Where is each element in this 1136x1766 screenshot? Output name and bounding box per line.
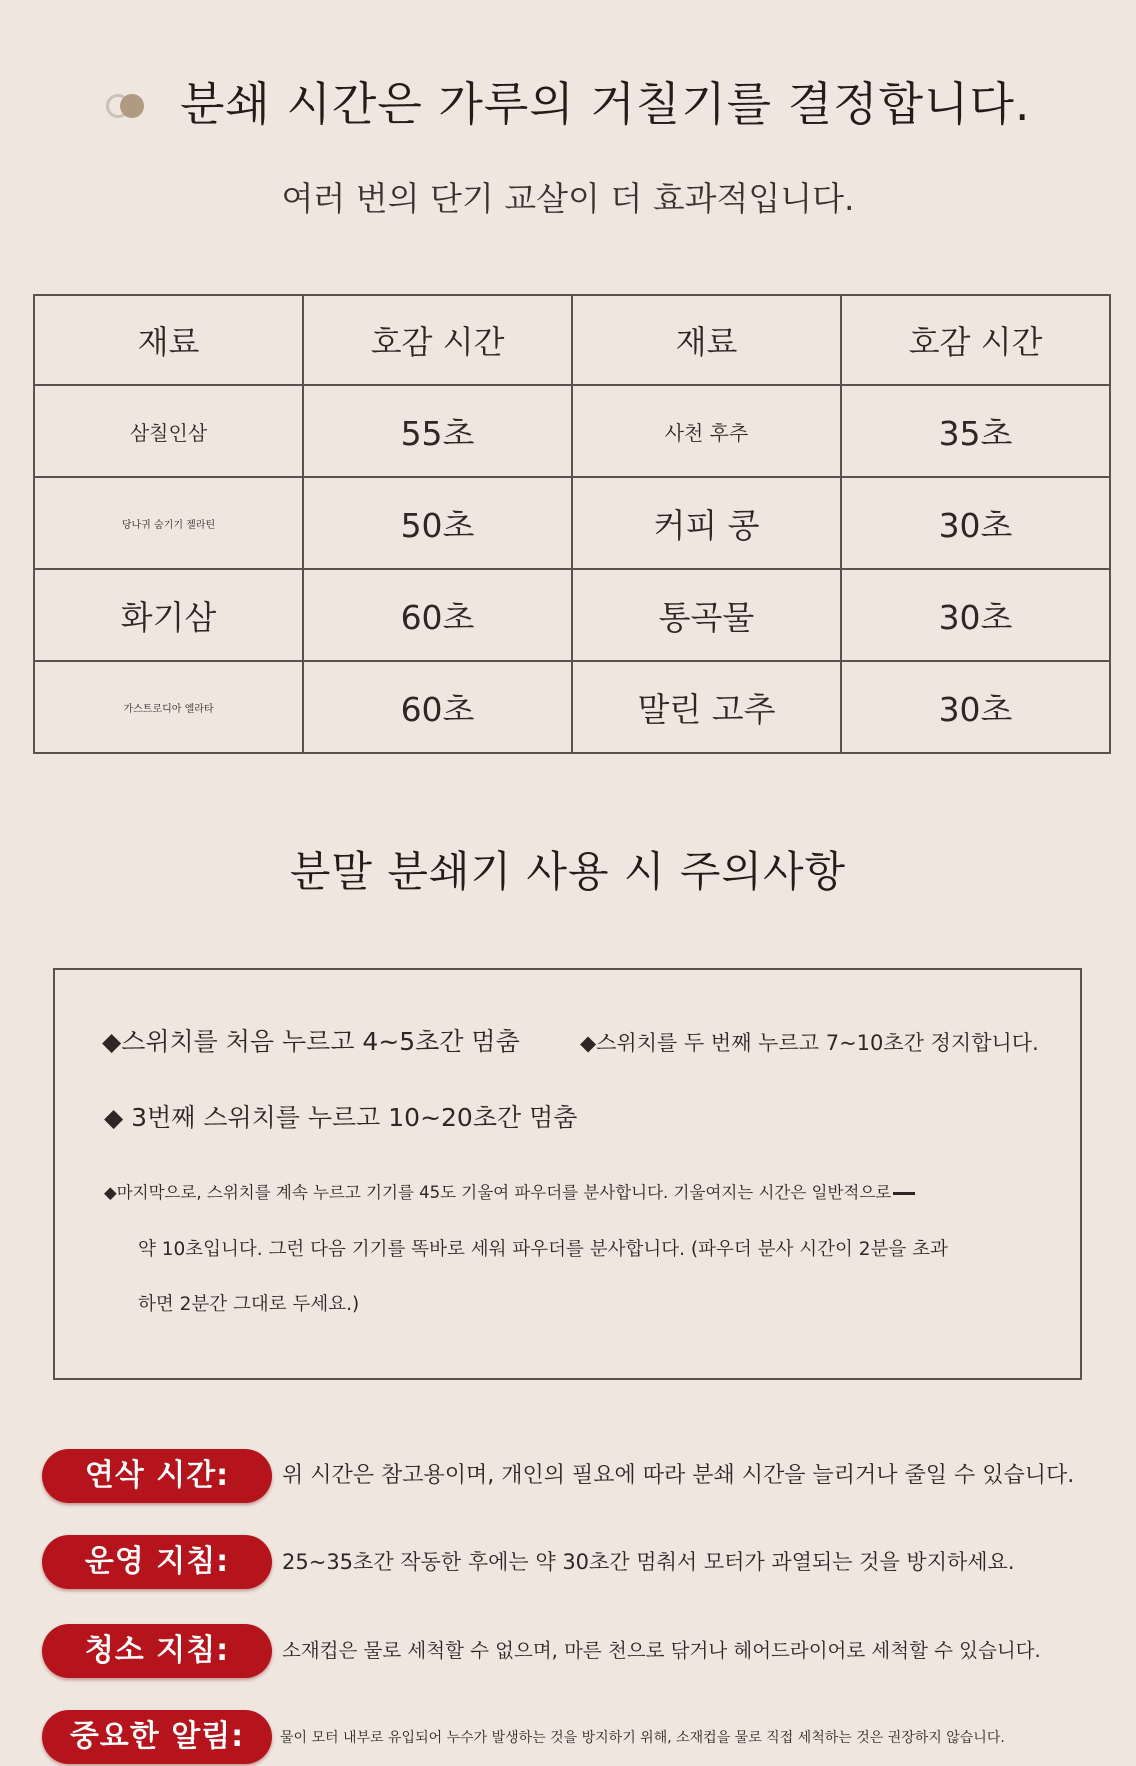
table-row — [34, 385, 1110, 477]
tip-label-badge: 중요한 알림: — [42, 1710, 272, 1764]
table-row — [34, 569, 1110, 661]
table-row — [34, 661, 1110, 753]
precaution-item: ◆스위치를 처음 누르고 4~5초간 멈춤 — [102, 1027, 520, 1056]
dash-mark — [893, 1192, 915, 1195]
material-cell: 삼칠인삼 — [34, 385, 303, 477]
tip-label-badge: 청소 지침: — [42, 1624, 272, 1678]
table-header-cell: 호감 시간 — [303, 295, 572, 385]
precaution-item — [104, 1178, 915, 1208]
time-cell: 30초 — [841, 569, 1110, 661]
tip-row-operation — [0, 1535, 1136, 1591]
precautions-title: 분말 분쇄기 사용 시 주의사항 — [289, 847, 847, 896]
precaution-item: 하면 2분간 그대로 두세요.) — [138, 1294, 360, 1315]
time-cell: 30초 — [841, 477, 1110, 569]
material-cell: 말린 고추 — [572, 661, 841, 753]
table-header-cell: 재료 — [572, 295, 841, 385]
tip-row-cleaning — [0, 1624, 1136, 1680]
time-cell: 35초 — [841, 385, 1110, 477]
precaution-item: ◆스위치를 두 번째 누르고 7~10초간 정지합니다. — [580, 1031, 1039, 1055]
tip-text: 소재컵은 물로 세척할 수 없으며, 마른 천으로 닦거나 헤어드라이어로 세척할 수 있습니다. — [282, 1639, 1041, 1662]
table-header-row — [34, 295, 1110, 385]
tip-text: 물이 모터 내부로 유입되어 누수가 발생하는 것을 방지하기 위해, 소재컵을 물로 직접 세척하는 것은 권장하지 않습니다. — [280, 1730, 1005, 1746]
table-header-cell: 재료 — [34, 295, 303, 385]
tip-label-badge: 연삭 시간: — [42, 1449, 272, 1503]
page-title: 분쇄 시간은 가루의 거칠기를 결정합니다. — [180, 77, 1031, 131]
precaution-item-text: ◆마지막으로, 스위치를 계속 누르고 기기를 45도 기울여 파우더를 분사합니다. 기울여지는 시간은 일반적으로 — [104, 1183, 892, 1202]
tip-row-grinding-time — [0, 1449, 1136, 1505]
time-cell: 30초 — [841, 661, 1110, 753]
page-subtitle: 여러 번의 단기 교살이 더 효과적입니다. — [281, 179, 855, 218]
material-cell: 커피 콩 — [572, 477, 841, 569]
precaution-item: ◆ 3번째 스위치를 누르고 10~20초간 멈춤 — [104, 1103, 578, 1132]
title-bullet-icon — [106, 90, 150, 122]
material-cell: 당나귀 숨기기 젤라틴 — [34, 477, 303, 569]
material-cell: 가스트로디아 엘라타 — [34, 661, 303, 753]
material-cell: 화기삼 — [34, 569, 303, 661]
material-cell: 사천 후추 — [572, 385, 841, 477]
precaution-item: 약 10초입니다. 그런 다음 기기를 똑바로 세워 파우더를 분사합니다. (파우더 분사 시간이 2분을 초과 — [138, 1239, 948, 1260]
time-cell: 55초 — [303, 385, 572, 477]
material-cell: 통곡물 — [572, 569, 841, 661]
tip-label-badge: 운영 지침: — [42, 1535, 272, 1589]
time-cell: 60초 — [303, 569, 572, 661]
table-row — [34, 477, 1110, 569]
grinding-time-table — [33, 294, 1111, 754]
time-cell: 50초 — [303, 477, 572, 569]
table-header-cell: 호감 시간 — [841, 295, 1110, 385]
tip-text: 25~35초간 작동한 후에는 약 30초간 멈춰서 모터가 과열되는 것을 방지하세요. — [282, 1550, 1015, 1574]
tip-text: 위 시간은 참고용이며, 개인의 필요에 따라 분쇄 시간을 늘리거나 줄일 수 있습니다. — [282, 1463, 1075, 1488]
time-cell: 60초 — [303, 661, 572, 753]
